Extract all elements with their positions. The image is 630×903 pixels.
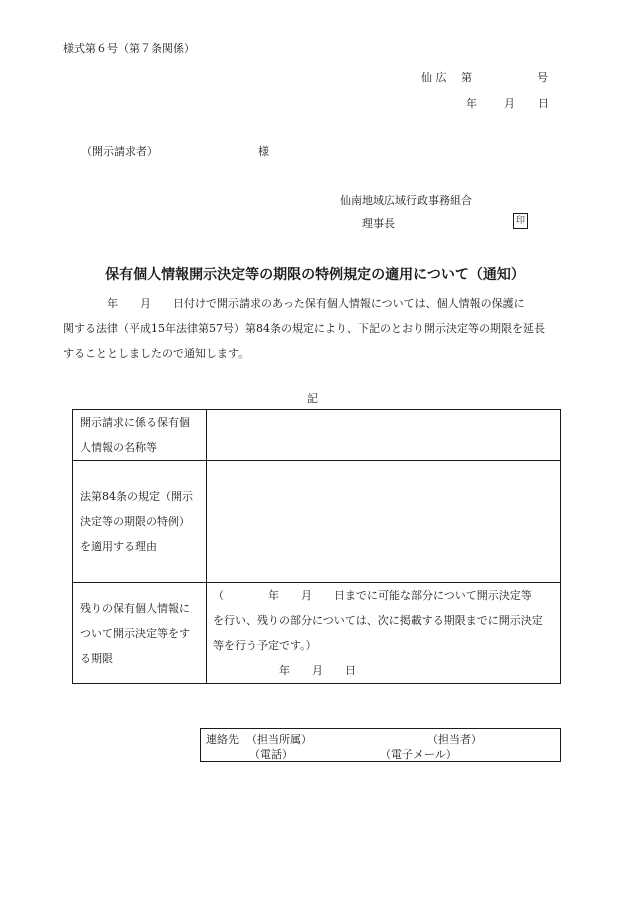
form-number: 様式第６号（第７条関係） [63, 42, 195, 55]
date-year: 年 [466, 97, 477, 110]
table-row [73, 410, 561, 461]
detail-table [72, 409, 561, 684]
value-line: 等を行う予定です。） [213, 639, 317, 652]
document-title: 保有個人情報開示決定等の期限の特例規定の適用について（通知） [105, 267, 525, 283]
contact-email: （電子メール） [380, 748, 457, 761]
ref-go: 号 [537, 71, 548, 84]
recipient-honorific: 様 [258, 145, 269, 158]
contact-label: 連絡先 [206, 733, 239, 746]
contact-dept: （担当所属） [246, 733, 312, 746]
value-line: を行い、残りの部分については、次に掲載する期限までに開示決定 [213, 614, 543, 627]
sender-organization: 仙南地域広域行政事務組合 [340, 194, 472, 207]
row-label [73, 583, 207, 684]
value-line: 年 月 日 [213, 664, 356, 677]
label-line: 残りの保有個人情報に [80, 601, 190, 615]
contact-phone: （電話） [249, 748, 293, 761]
label-line: ついて開示決定等をす [80, 626, 190, 640]
body-line: 関する法律（平成15年法律第57号）第84条の規定により、下記のとおり開示決定等の期限を延長 [63, 322, 545, 335]
body-line: 年 月 日付けで開示請求のあった保有個人情報については、個人情報の保護に [63, 297, 525, 310]
label-line: 決定等の期限の特例） [80, 515, 190, 528]
ref-prefix: 仙 広 [421, 71, 447, 84]
sender-title: 理事長 [362, 217, 395, 230]
ki-heading: 記 [307, 392, 318, 405]
body-paragraph [63, 291, 563, 366]
ref-dai: 第 [461, 71, 472, 84]
value-line: （ 年 月 日までに可能な部分について開示決定等 [213, 589, 532, 602]
date-day: 日 [538, 97, 549, 110]
row-value [207, 410, 561, 461]
row-label [73, 461, 207, 583]
row-label [73, 410, 207, 461]
contact-person: （担当者） [427, 733, 482, 746]
label-line: 開示請求に係る保有個 [80, 416, 190, 429]
body-line: することとしましたので通知します。 [63, 347, 250, 360]
label-line: を適用する理由 [80, 540, 157, 553]
seal-mark: 印 [513, 213, 528, 229]
label-line: 法第84条の規定（開示 [80, 490, 193, 503]
date-month: 月 [504, 97, 515, 110]
label-line: る期限 [80, 651, 113, 665]
label-line: 人情報の名称等 [80, 441, 157, 454]
contact-box [200, 728, 561, 762]
table-row [73, 461, 561, 583]
recipient-label: （開示請求者） [81, 145, 158, 158]
table-row [73, 583, 561, 684]
row-value [207, 583, 561, 684]
row-value [207, 461, 561, 583]
